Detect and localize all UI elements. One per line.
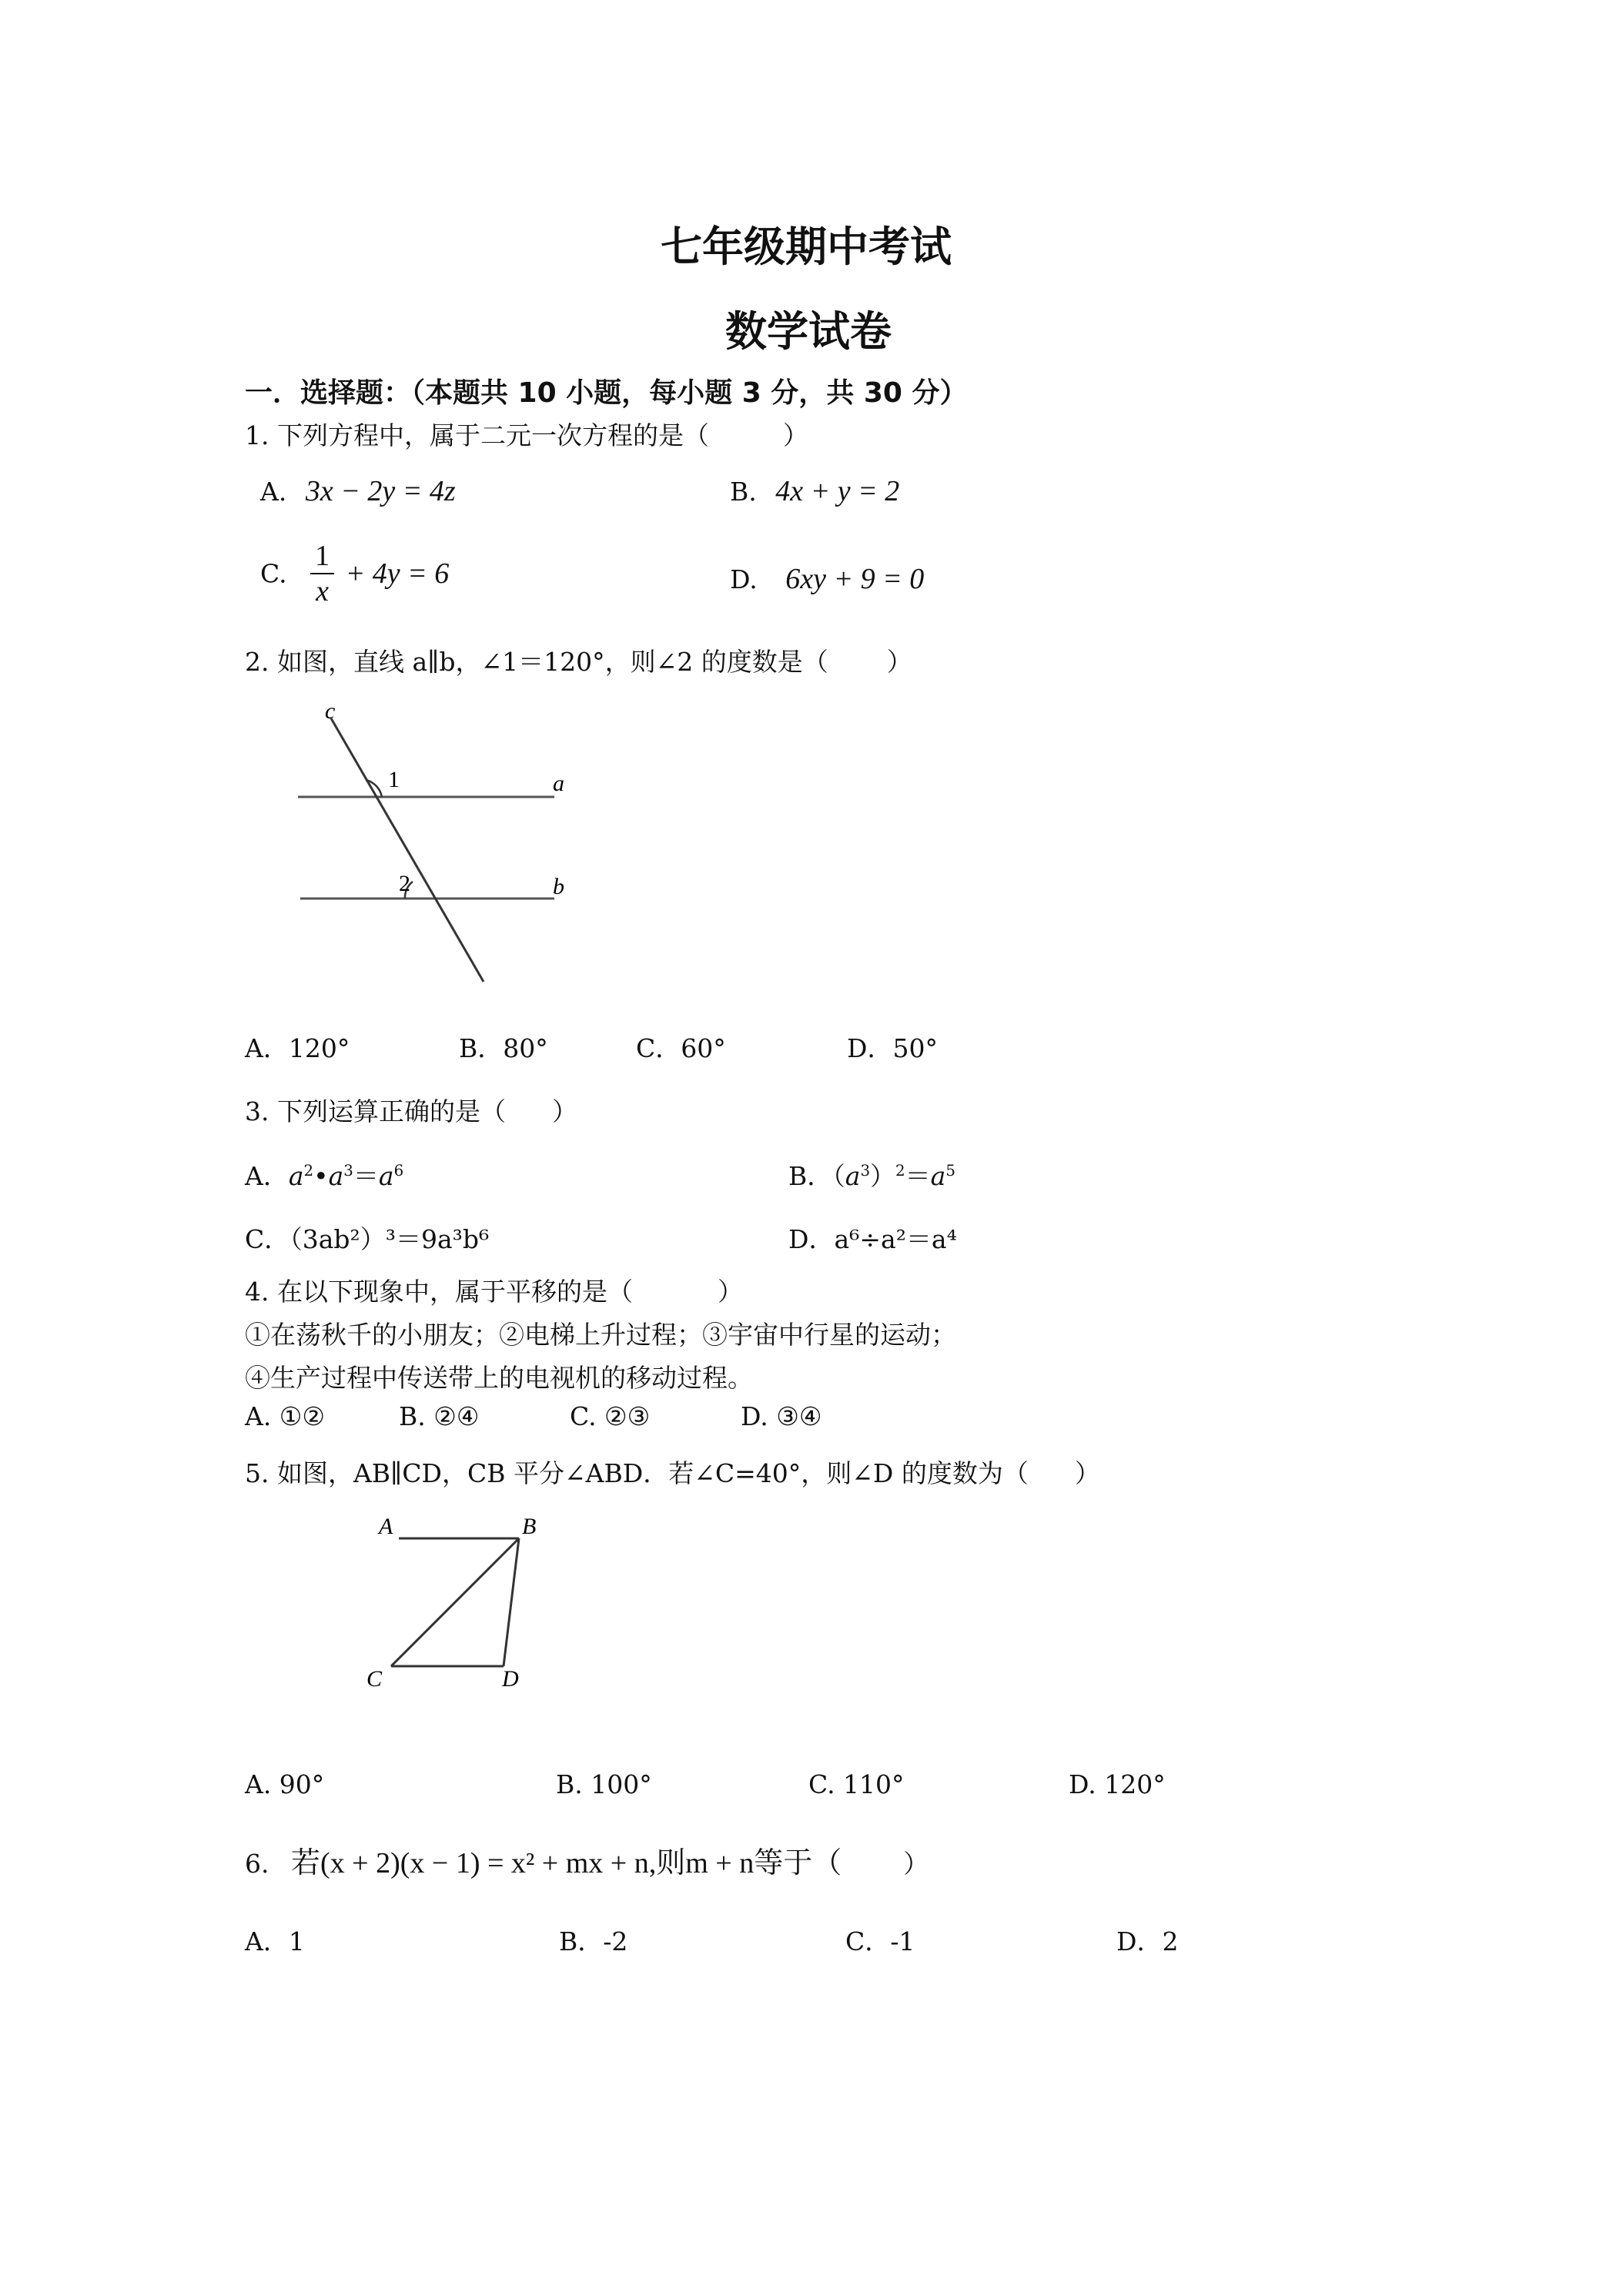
question-4-text: 4. 在以下现象中，属于平移的是（: [245, 1277, 633, 1307]
segment-cb: [391, 1538, 519, 1666]
q1-option-a[interactable]: [260, 474, 456, 508]
option-letter: B．: [788, 1161, 833, 1191]
q2-option-a[interactable]: A．120°: [245, 1033, 350, 1063]
base: a: [288, 1161, 304, 1191]
question-1-close: ）: [782, 420, 808, 450]
question-4-line-1: ①在荡秋千的小朋友；②电梯上升过程；③宇宙中行星的运动；: [245, 1320, 956, 1350]
question-5-stem: [245, 1454, 1100, 1490]
q6-option-b[interactable]: B．-2: [559, 1926, 628, 1956]
question-1-text: 1. 下列方程中，属于二元一次方程的是（: [245, 420, 709, 450]
q5-option-d[interactable]: D. 120°: [1069, 1769, 1166, 1799]
option-letter: C．: [245, 1224, 290, 1254]
q4-option-d[interactable]: D. ③④: [741, 1401, 822, 1431]
q4-option-b[interactable]: B. ②④: [399, 1401, 480, 1431]
question-3-text: 3. 下列运算正确的是（: [245, 1096, 506, 1126]
option-expression: + 4y = 6: [345, 557, 450, 590]
q2-option-b[interactable]: B．80°: [459, 1033, 548, 1063]
operator: •: [313, 1161, 329, 1191]
paren-open: （: [832, 1161, 845, 1191]
option-letter: D．: [788, 1224, 835, 1254]
q5-figure: [354, 1501, 554, 1702]
option-fraction: [310, 539, 334, 608]
fraction-numerator: 1: [310, 539, 334, 574]
base: a: [930, 1161, 946, 1191]
question-6-number: 6.: [245, 1849, 269, 1879]
question-3-stem: [245, 1092, 577, 1128]
q6-option-c[interactable]: C．-1: [845, 1926, 915, 1956]
question-4-stem: [245, 1272, 743, 1308]
q3-option-a[interactable]: [245, 1156, 403, 1193]
q2-option-c[interactable]: C．60°: [636, 1033, 726, 1063]
page-subtitle: 数学试卷: [725, 307, 892, 356]
q5-option-a[interactable]: A. 90°: [245, 1769, 325, 1799]
section-heading: 一．选择题：（本题共 10 小题，每小题 3 分，共 30 分）: [245, 377, 968, 409]
option-expression: 6xy + 9 = 0: [785, 563, 925, 595]
q5-option-b[interactable]: B. 100°: [556, 1769, 652, 1799]
equals: ＝: [353, 1161, 379, 1191]
question-5-text: 5. 如图，AB∥CD，CB 平分∠ABD．若∠C=40°，则∠D 的度数为（: [245, 1458, 1029, 1488]
exponent: 3: [860, 1162, 871, 1180]
label-b: b: [553, 874, 564, 899]
label-2: 2: [399, 871, 410, 896]
question-2-close: ）: [886, 647, 912, 677]
option-letter: A．: [245, 1161, 289, 1191]
label-D: D: [502, 1666, 519, 1692]
question-4-close: ）: [717, 1277, 743, 1307]
q4-option-c[interactable]: C. ②③: [570, 1401, 651, 1431]
option-expression: a⁶÷a²＝a⁴: [834, 1224, 957, 1254]
q5-option-c[interactable]: C. 110°: [808, 1769, 905, 1799]
label-A: A: [379, 1514, 393, 1539]
exponent: 6: [393, 1162, 404, 1180]
label-C: C: [366, 1666, 383, 1692]
q3-option-b[interactable]: [788, 1156, 955, 1193]
exponent: 5: [945, 1162, 955, 1180]
question-6-text: 若(x + 2)(x − 1) = x² + mx + n,则m + n等于（: [291, 1847, 842, 1879]
question-1-stem: [245, 416, 808, 452]
option-letter: D.: [730, 564, 758, 594]
base: a: [845, 1161, 861, 1191]
q1-option-c[interactable]: [260, 539, 449, 608]
page-title: 七年级期中考试: [661, 223, 952, 271]
q6-option-a[interactable]: A．1: [245, 1926, 305, 1956]
label-1: 1: [388, 767, 400, 792]
fraction-denominator: x: [316, 575, 330, 607]
option-expression: 3x − 2y = 4z: [305, 475, 456, 507]
q1-option-b[interactable]: [730, 474, 899, 508]
equals: ＝: [905, 1161, 931, 1191]
base: a: [378, 1161, 394, 1191]
option-letter: C.: [260, 558, 287, 589]
option-expression: （3ab²）³＝9a³b⁶: [289, 1224, 490, 1254]
exponent: 3: [343, 1162, 353, 1180]
q1-option-d[interactable]: [730, 562, 924, 596]
label-a: a: [553, 771, 564, 796]
q6-option-d[interactable]: D．2: [1116, 1926, 1179, 1956]
q2-figure: [285, 697, 577, 989]
exponent: 2: [895, 1162, 905, 1180]
question-2-text: 2. 如图，直线 a∥b，∠1＝120°，则∠2 的度数是（: [245, 647, 828, 677]
paren-close: ）: [870, 1161, 896, 1191]
question-6-close: ）: [903, 1849, 929, 1879]
exponent: 2: [303, 1162, 314, 1180]
label-B: B: [522, 1514, 537, 1539]
question-6-stem: [245, 1839, 929, 1881]
base: a: [328, 1161, 344, 1191]
question-2-stem: [245, 642, 912, 678]
question-5-close: ）: [1074, 1458, 1100, 1488]
option-expression: 4x + y = 2: [775, 475, 900, 507]
q2-option-d[interactable]: D．50°: [847, 1033, 938, 1063]
segment-bd: [504, 1538, 519, 1666]
question-4-line-2: ④生产过程中传送带上的电视机的移动过程。: [245, 1363, 753, 1393]
q3-option-d[interactable]: [788, 1220, 957, 1256]
q4-option-a[interactable]: A. ①②: [245, 1401, 325, 1431]
option-letter: B.: [730, 477, 757, 507]
line-c: [331, 718, 484, 982]
question-3-close: ）: [551, 1096, 577, 1126]
q3-option-c[interactable]: [245, 1220, 489, 1256]
label-c: c: [325, 698, 336, 724]
option-letter: A.: [260, 477, 287, 507]
